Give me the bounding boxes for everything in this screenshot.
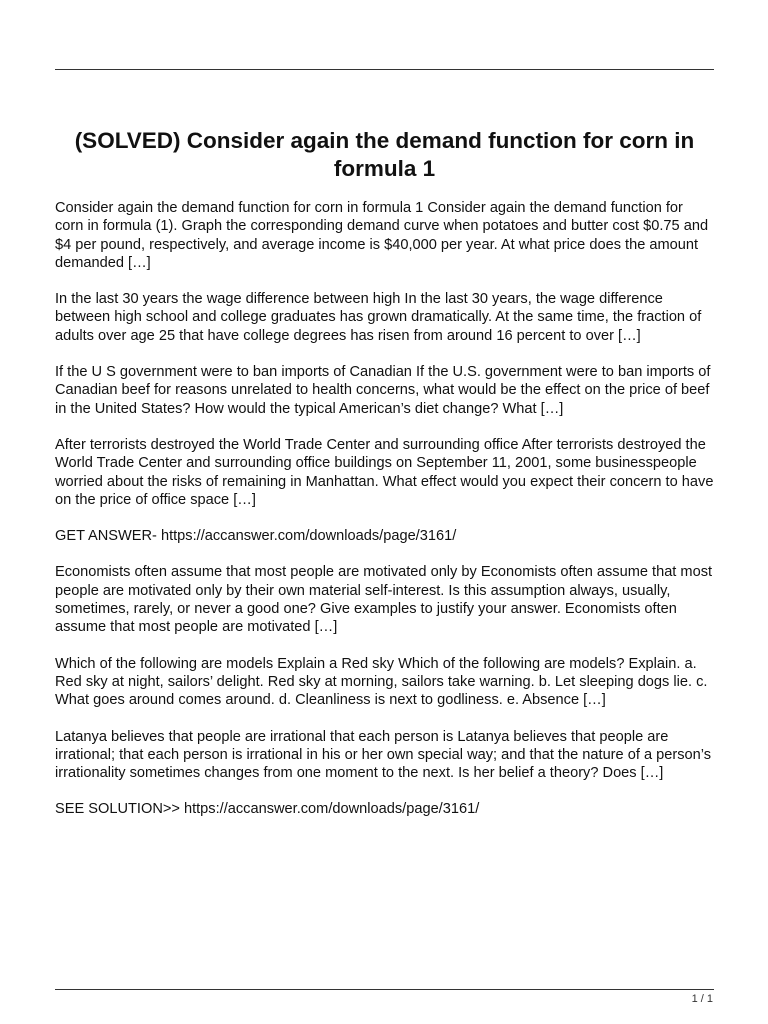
paragraph-red-sky-models: Which of the following are models Explain a Red sky Which of the following are models? Explain. a. Red sky at night, sailors’ delight. Red sky at morning, sailors take warning. b. Let sleeping dogs lie. c. What goes around comes around. d. Cleanliness is next to godliness. e. Absence […] — [55, 655, 708, 709]
get-answer-link[interactable]: GET ANSWER- https://accanswer.com/downloads/page/3161/ — [55, 528, 457, 545]
paragraph-canadian-imports: If the U S government were to ban imports of Canadian If the U.S. government were to ban imports of Canadian beef for reasons unrelated to health concerns, what would be the effect on the price of beef in the United States? How would the typical American’s diet change? What […] — [55, 364, 711, 417]
page-number: 1 / 1 — [691, 993, 713, 1005]
document-title: (SOLVED) Consider again the demand function for corn in formula 1 — [74, 128, 695, 181]
document-body — [55, 199, 715, 837]
paragraph-wage-difference: In the last 30 years the wage difference between high In the last 30 years, the wage difference between high school and college graduates has grown dramatically. At the same time, the fraction of adults over age 25 that have college degrees has risen from around 16 percent to over […] — [55, 291, 702, 344]
paragraph-economists-assumption: Economists often assume that most people are motivated only by Economists often assume that most people are motivated only by their own material self-interest. Is this assumption always, usually, sometimes, rarely, or never a good one? Give examples to justify your answer. Economists often assume that most people are motivated […] — [55, 564, 713, 636]
header-rule — [55, 69, 714, 70]
see-solution-link[interactable]: SEE SOLUTION>> https://accanswer.com/downloads/page/3161/ — [55, 801, 480, 818]
paragraph-world-trade-center: After terrorists destroyed the World Trade Center and surrounding office After terrorists destroyed the World Trade Center and surrounding office buildings on September 11, 2001, some businesspeople worried about the risks of remaining in Manhattan. What effect would you expect their concern to have on the price of office space […] — [55, 436, 714, 508]
paragraph-latanya-irrational: Latanya believes that people are irrational that each person is Latanya believes that people are irrational; that each person is irrational in his or her own special way; and that the nature of a person’s irrationality sometimes changes from one moment to the next. Is her belief a theory? Does […] — [55, 728, 712, 782]
paragraph-corn-demand: Consider again the demand function for corn in formula 1 Consider again the demand function for corn in formula (1). Graph the corresponding demand curve when potatoes and butter cost $0.75 and $4 per pound, respectively, and average income is $40,000 per year. At what price does the amount demanded […] — [55, 200, 709, 271]
footer-rule — [55, 989, 714, 990]
